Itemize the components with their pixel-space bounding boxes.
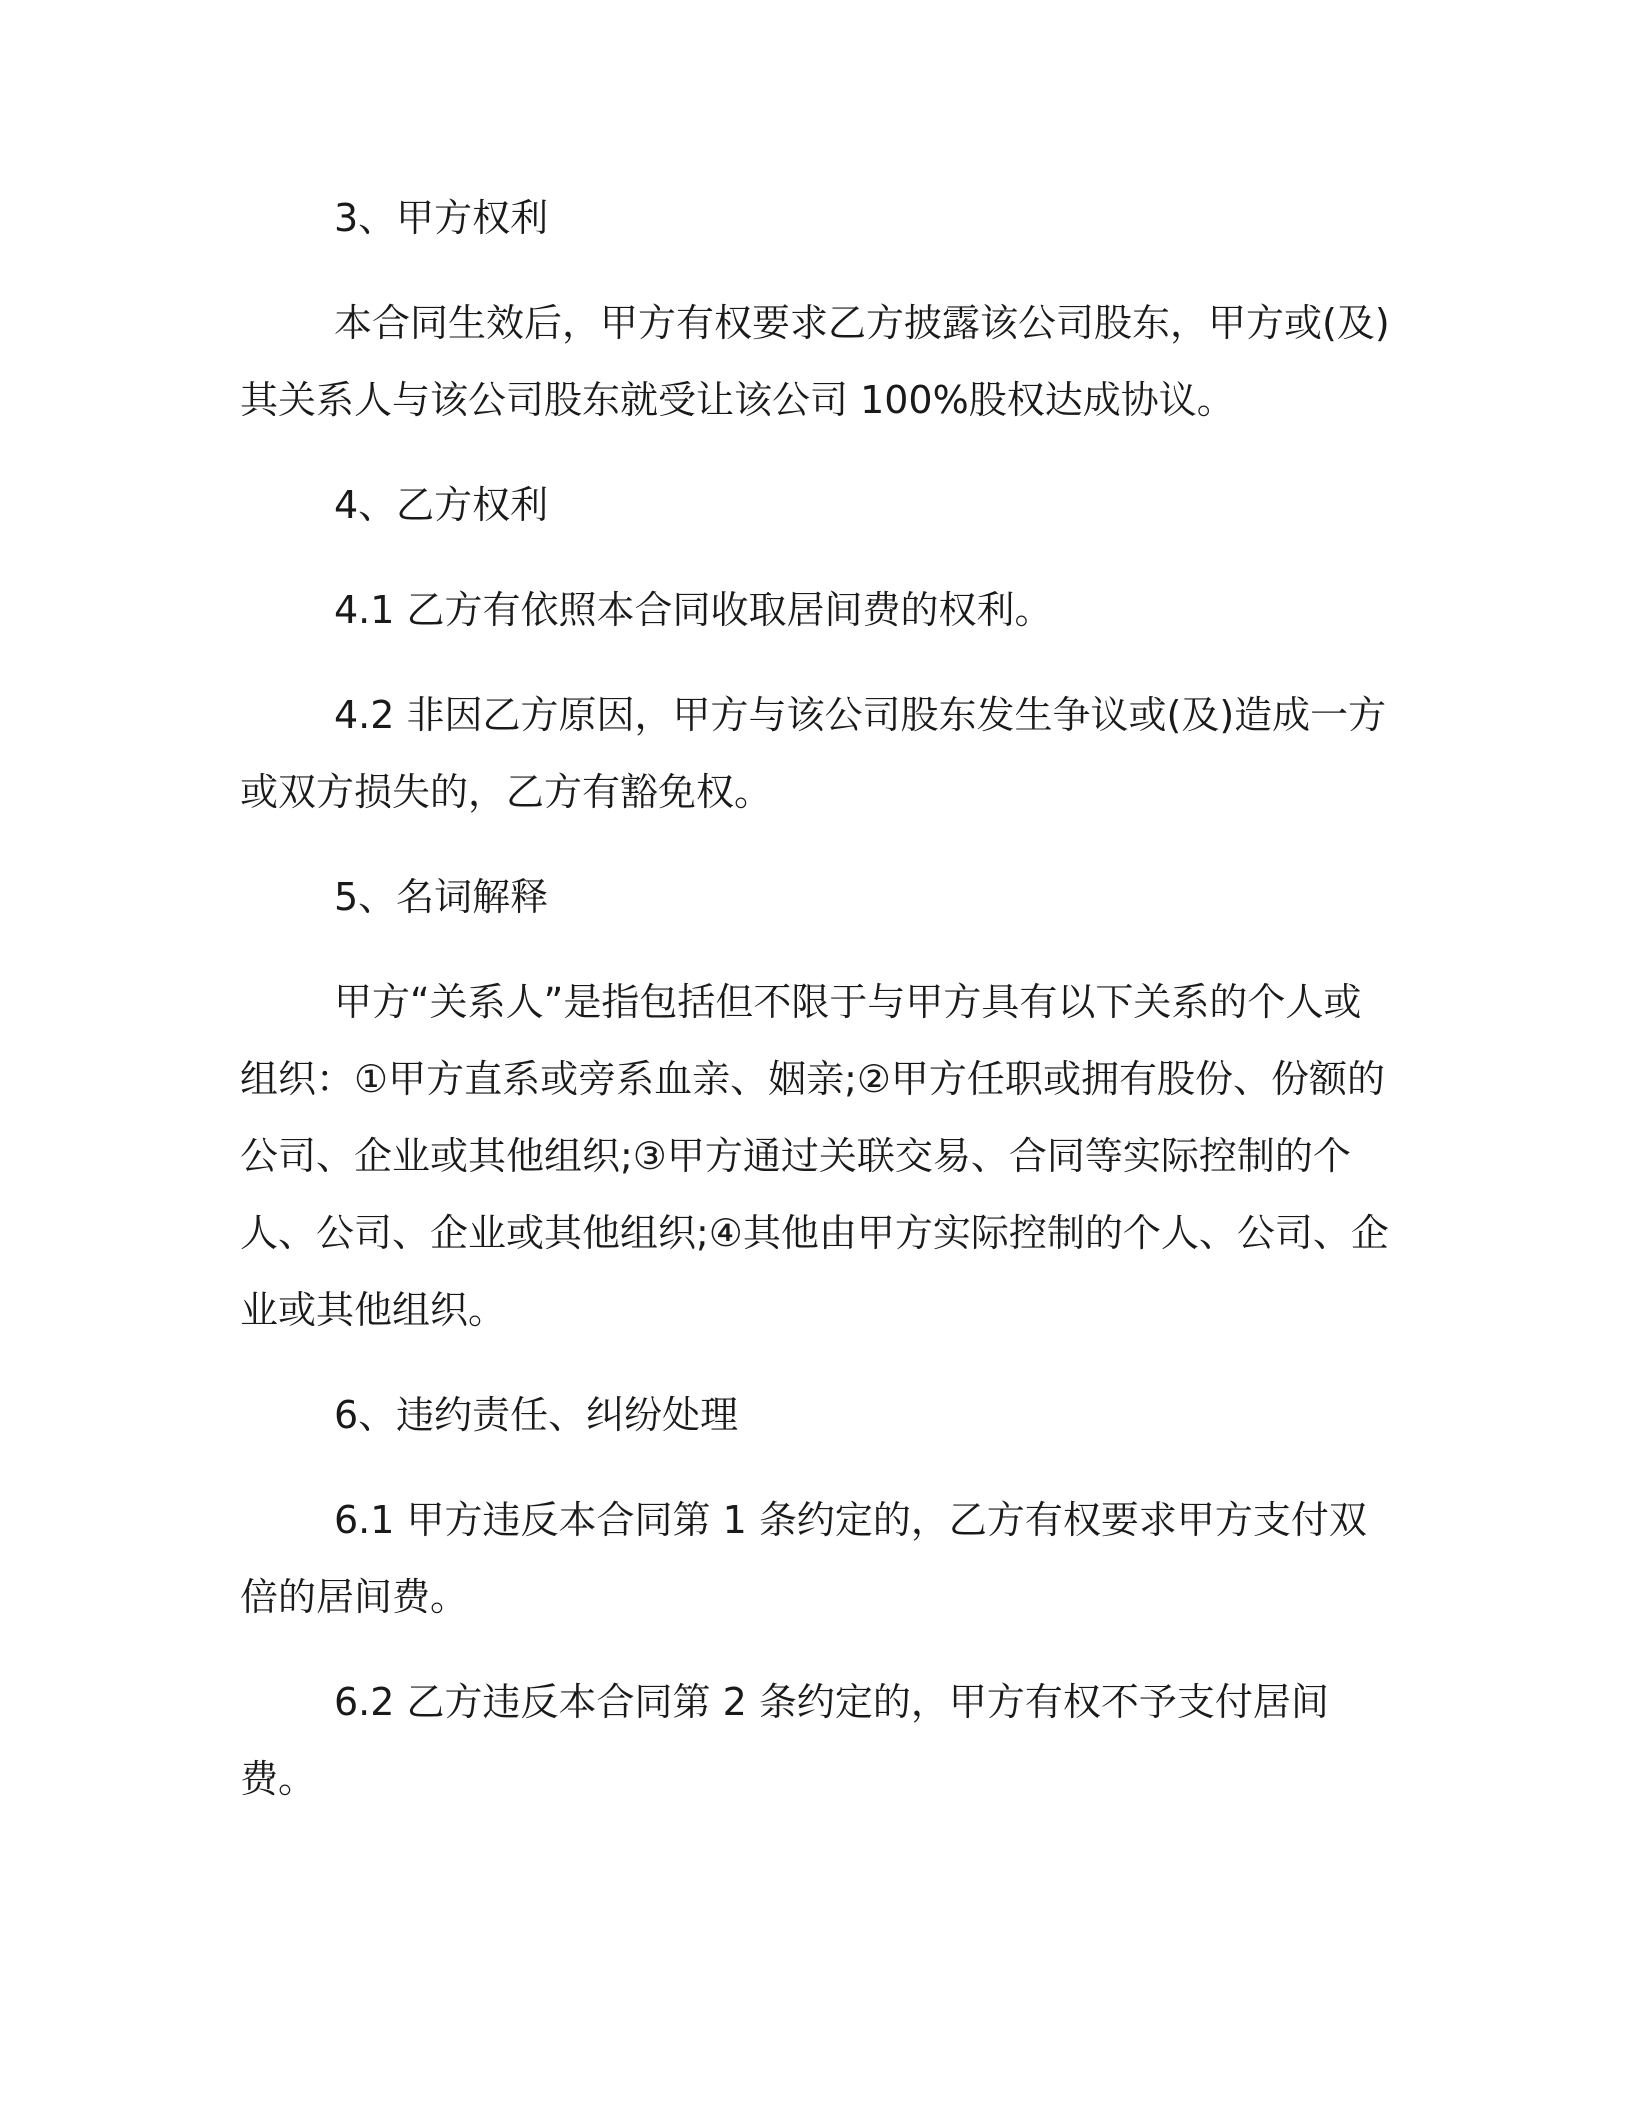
section-4-1-paragraph: 4.1 乙方有依照本合同收取居间费的权利。 [334, 588, 1053, 632]
section-5-paragraph: 甲方“关系人”是指包括但不限于与甲方具有以下关系的个人或组织：①甲方直系或旁系血亲、姻亲;②甲方任职或拥有股份、份额的公司、企业或其他组织;③甲方通过关联交易、合同等实际控制的个人、公司、企业或其他组织;④其他由甲方实际控制的个人、公司、企业或其他组织。 [240, 980, 1389, 1332]
section-3-paragraph: 本合同生效后，甲方有权要求乙方披露该公司股东，甲方或(及)其关系人与该公司股东就受让该公司 100%股权达成协议。 [240, 301, 1390, 422]
section-4-2-paragraph: 4.2 非因乙方原因，甲方与该公司股东发生争议或(及)造成一方或双方损失的，乙方有豁免权。 [240, 693, 1387, 814]
section-3-heading: 3、甲方权利 [334, 196, 549, 240]
section-6-heading: 6、违约责任、纠纷处理 [334, 1393, 739, 1437]
section-5-heading: 5、名词解释 [334, 875, 549, 919]
section-6-1-paragraph: 6.1 甲方违反本合同第 1 条约定的，乙方有权要求甲方支付双倍的居间费。 [240, 1498, 1367, 1619]
document-body [240, 180, 1390, 1846]
section-4-heading: 4、乙方权利 [334, 483, 549, 527]
section-6-2-paragraph: 6.2 乙方违反本合同第 2 条约定的，甲方有权不予支付居间费。 [240, 1680, 1329, 1801]
